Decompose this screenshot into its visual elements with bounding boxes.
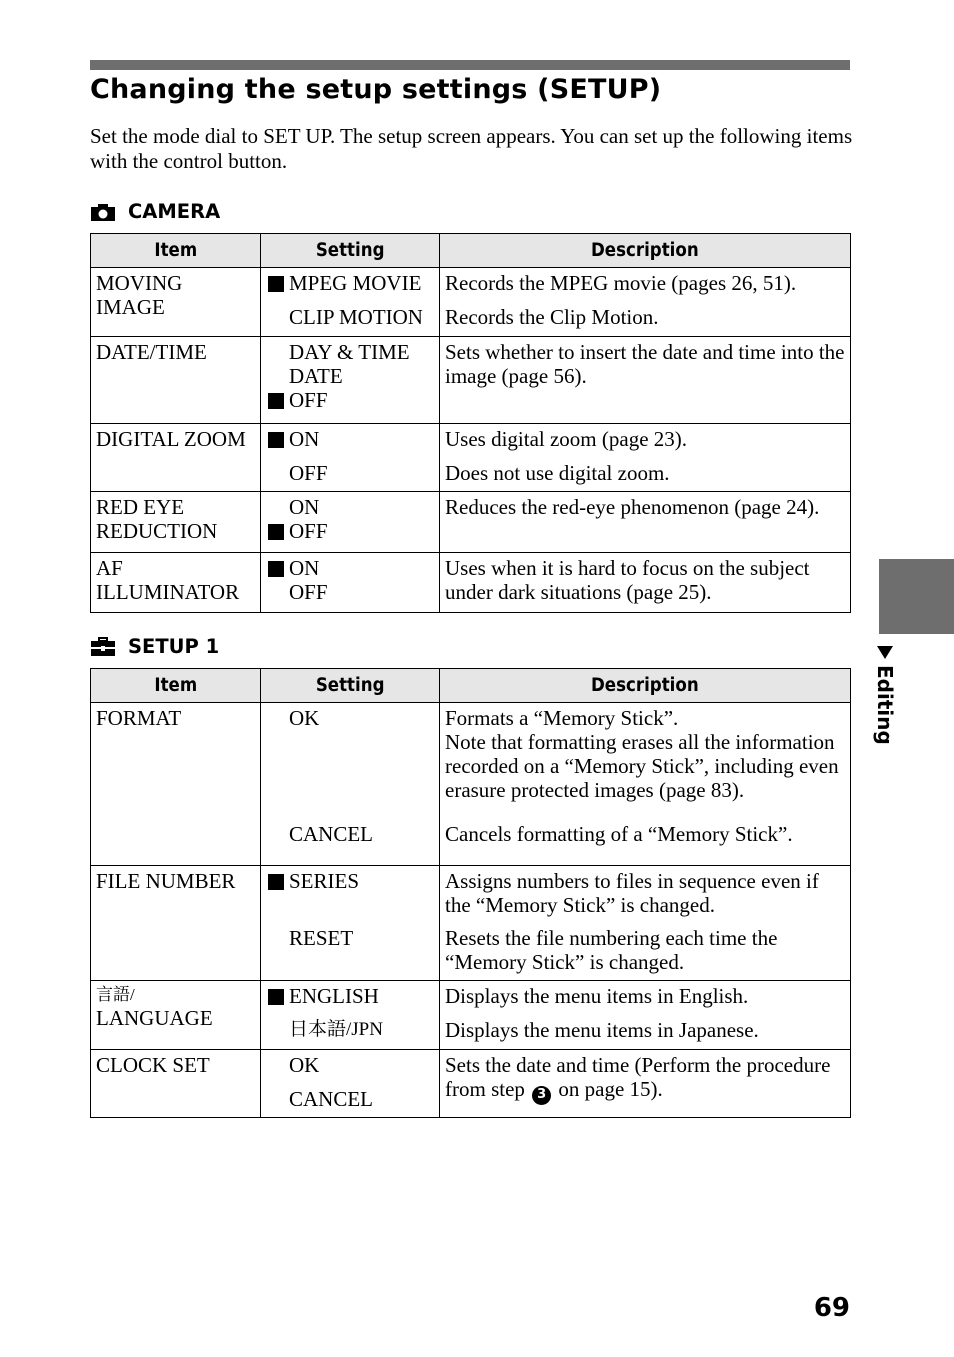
- chapter-tab: [879, 559, 954, 634]
- description-text: on page 15).: [558, 1077, 663, 1101]
- setting-option: OFF: [267, 388, 439, 412]
- default-marker-icon: [267, 984, 289, 1008]
- item-cell: [91, 981, 261, 1050]
- setting-cell: [261, 268, 440, 337]
- table-header-row: [91, 669, 851, 703]
- item-cell: DATE/TIME: [91, 337, 261, 424]
- page-number: 69: [813, 1293, 850, 1323]
- default-marker-icon: [267, 556, 289, 580]
- item-cell: MOVING IMAGE: [91, 268, 261, 337]
- description-cell: [440, 981, 851, 1050]
- table-row: [91, 703, 851, 866]
- setting-option: ON: [289, 495, 320, 519]
- side-tab-label: [872, 646, 902, 756]
- description-cell: Uses when it is hard to focus on the subject under dark situations (page 25).: [440, 553, 851, 613]
- default-marker-icon: [267, 869, 289, 893]
- setting-cell: [261, 703, 440, 866]
- camera-section-title: CAMERA: [128, 200, 221, 223]
- camera-icon: [90, 202, 118, 222]
- setting-cell: [261, 981, 440, 1050]
- setting-option: CANCEL: [289, 822, 373, 846]
- default-marker-icon: [267, 388, 289, 412]
- table-header-row: [91, 234, 851, 268]
- setting-cell: [261, 424, 440, 492]
- setting-option: CANCEL: [289, 1087, 373, 1111]
- table-row: [91, 553, 851, 613]
- description-text: Records the MPEG movie (pages 26, 51).: [445, 271, 797, 295]
- setting-option: OFF: [289, 580, 328, 604]
- table-row: [91, 1050, 851, 1118]
- item-label: LANGUAGE: [96, 1006, 213, 1030]
- description-cell: [440, 703, 851, 866]
- column-header-description: Description: [440, 234, 851, 268]
- setup1-settings-table: [90, 668, 851, 1118]
- description-cell: Reduces the red-eye phenomenon (page 24).: [440, 492, 851, 553]
- default-marker-icon: [267, 427, 289, 451]
- description-cell: [440, 1050, 851, 1118]
- table-row: [91, 866, 851, 981]
- top-rule: [90, 60, 850, 70]
- description-text: Assigns numbers to files in sequence even if the “Memory Stick” is changed.: [445, 869, 819, 917]
- setting-cell: [261, 1050, 440, 1118]
- setup1-section-heading: [90, 634, 219, 660]
- description-text: Uses digital zoom (page 23).: [445, 427, 688, 451]
- description-text: Displays the menu items in English.: [445, 984, 749, 1008]
- description-text: Formats a “Memory Stick”. Note that formatting erases all the information recorded on a “Memory Stick”, including even erasure protected images (page 83).: [445, 706, 839, 802]
- setting-option: CLIP MOTION: [289, 305, 423, 329]
- item-cell: RED EYE REDUCTION: [91, 492, 261, 553]
- triangle-pointer-icon: [877, 646, 893, 659]
- item-cell: CLOCK SET: [91, 1050, 261, 1118]
- toolbox-icon: [90, 637, 118, 657]
- column-header-setting: Setting: [261, 234, 440, 268]
- setting-option: MPEG MOVIE: [267, 271, 439, 305]
- setting-option: OK: [289, 706, 320, 730]
- setting-option: ON: [267, 556, 439, 580]
- description-text: Displays the menu items in Japanese.: [445, 1018, 759, 1042]
- item-cell: FILE NUMBER: [91, 866, 261, 981]
- description-text: Records the Clip Motion.: [445, 305, 659, 329]
- side-tab-text: Editing: [873, 665, 897, 745]
- setting-option: OFF: [289, 461, 328, 485]
- item-cell: DIGITAL ZOOM: [91, 424, 261, 492]
- column-header-setting: Setting: [261, 669, 440, 703]
- table-row: [91, 337, 851, 424]
- description-text: Sets the date and time (Perform the procedure from step: [445, 1053, 831, 1101]
- item-cell: AF ILLUMINATOR: [91, 553, 261, 613]
- description-text: Does not use digital zoom.: [445, 461, 670, 485]
- item-cell: FORMAT: [91, 703, 261, 866]
- setting-option: DAY & TIME: [289, 340, 410, 364]
- description-cell: Sets whether to insert the date and time into the image (page 56).: [440, 337, 851, 424]
- setting-option: ENGLISH: [267, 984, 439, 1018]
- setting-option: OFF: [267, 519, 439, 543]
- description-cell: [440, 268, 851, 337]
- setting-option: DATE: [289, 364, 343, 388]
- default-marker-icon: [267, 519, 289, 543]
- column-header-item: Item: [91, 234, 261, 268]
- column-header-item: Item: [91, 669, 261, 703]
- page-title: Changing the setup settings (SETUP): [90, 74, 662, 105]
- description-text: Resets the file numbering each time the “Memory Stick” is changed.: [445, 926, 778, 974]
- setting-cell: [261, 553, 440, 613]
- camera-settings-table: [90, 233, 851, 613]
- setting-option: RESET: [289, 926, 354, 950]
- intro-paragraph: Set the mode dial to SET UP. The setup screen appears. You can set up the following items with the control button.: [90, 124, 853, 173]
- setting-option: SERIES: [267, 869, 439, 926]
- setting-option: ON: [267, 427, 439, 461]
- setting-cell: [261, 337, 440, 424]
- setup1-section-title: SETUP 1: [128, 635, 220, 658]
- table-row: [91, 424, 851, 492]
- item-label-japanese: 言語/: [96, 985, 135, 1004]
- description-cell: [440, 424, 851, 492]
- default-marker-icon: [267, 271, 289, 295]
- setting-option: OK: [289, 1053, 320, 1077]
- table-row: [91, 492, 851, 553]
- setting-option: 日本語/JPN: [289, 1019, 383, 1040]
- description-text: Cancels formatting of a “Memory Stick”.: [445, 822, 793, 846]
- setting-cell: [261, 866, 440, 981]
- step-number-icon: 3: [532, 1086, 551, 1105]
- column-header-description: Description: [440, 669, 851, 703]
- description-cell: [440, 866, 851, 981]
- camera-section-heading: [90, 199, 220, 225]
- table-row: [91, 981, 851, 1050]
- table-row: [91, 268, 851, 337]
- setting-cell: [261, 492, 440, 553]
